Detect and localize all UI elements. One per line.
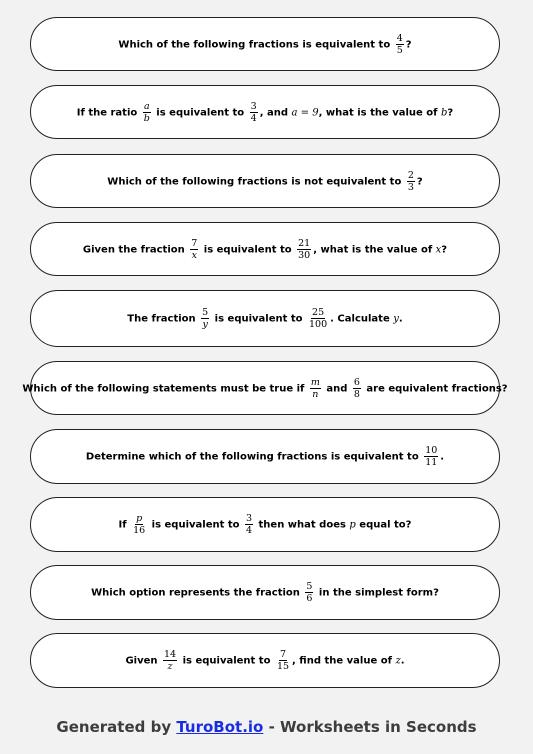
question-card-4: [30, 222, 500, 276]
question-text: Given $\frac{14}{z}$ is equivalent to $\frac{7}{15}$ , find the value of z.: [125, 649, 405, 672]
question-card-9: [30, 565, 500, 620]
fraction: $\frac{3}{4}$: [246, 513, 253, 536]
question-text: Which of the following statements must be true if $\frac{m}{n}$ and $\frac{6}{8}$ are equivalent fractions?: [22, 376, 508, 400]
fraction: $\frac{3}{4}$: [250, 100, 257, 124]
footer-suffix: - Worksheets in Seconds: [263, 718, 477, 736]
question-text: Which of the following fractions is not equivalent to $\frac{2}{3}$ ?: [107, 169, 423, 193]
math-variable: b: [441, 107, 448, 118]
question-text: Which option represents the fraction $\frac{5}{6}$ in the simplest form?: [91, 581, 439, 604]
question-card-6: [22, 361, 508, 415]
question-text: Determine which of the following fractions is equivalent to $\frac{10}{11}$ .: [85, 445, 445, 468]
math-variable: y: [393, 313, 399, 325]
fraction: $\frac{7}{15}$: [276, 649, 290, 672]
fraction: $\frac{5}{6}$: [306, 581, 313, 604]
fraction: $\frac{21}{30}$: [298, 237, 311, 261]
question-card-7: [30, 429, 500, 484]
question-text: If $\frac{p}{16}$ is equivalent to $\frac{3}{4}$ then what does p equal to?: [118, 513, 412, 536]
fraction: $\frac{6}{8}$: [353, 376, 360, 400]
question-card-3: [30, 154, 500, 208]
math-variable: x: [435, 244, 442, 255]
math-expression: a = 9: [291, 107, 319, 118]
footer-prefix: Generated by: [56, 718, 177, 736]
fraction: $\frac{5}{y}$: [202, 307, 209, 330]
fraction: $\frac{14}{z}$: [164, 649, 177, 672]
fraction: $\frac{4}{5}$: [396, 32, 403, 56]
fraction: $\frac{2}{3}$: [407, 169, 414, 193]
fraction: $\frac{m}{n}$: [310, 376, 320, 400]
question-text: The fraction $\frac{5}{y}$ is equivalent to $\frac{25}{100}$ . Calculate y.: [127, 307, 403, 330]
question-text: Which of the following fractions is equivalent to $\frac{4}{5}$ ?: [118, 32, 412, 56]
math-variable: p: [349, 519, 356, 531]
question-text: If the ratio $\frac{a}{b}$ is equivalent to $\frac{3}{4}$ , and a = 9, what is the value of b?: [76, 100, 454, 124]
footer: [0, 718, 533, 736]
fraction: $\frac{25}{100}$: [309, 307, 328, 330]
turobot-link[interactable]: TuroBot.io: [176, 718, 264, 736]
question-card-5: [30, 290, 500, 347]
question-card-10: [30, 633, 500, 688]
fraction: $\frac{10}{11}$: [425, 445, 438, 468]
fraction: $\frac{a}{b}$: [143, 100, 150, 124]
question-card-8: [30, 497, 500, 552]
fraction: $\frac{7}{x}$: [191, 237, 198, 261]
question-card-1: [30, 17, 500, 71]
math-variable: z: [395, 655, 401, 667]
fraction: $\frac{p}{16}$: [133, 513, 146, 536]
question-text: Given the fraction $\frac{7}{x}$ is equivalent to $\frac{21}{30}$ , what is the value of x?: [82, 237, 448, 261]
question-card-2: [30, 85, 500, 139]
